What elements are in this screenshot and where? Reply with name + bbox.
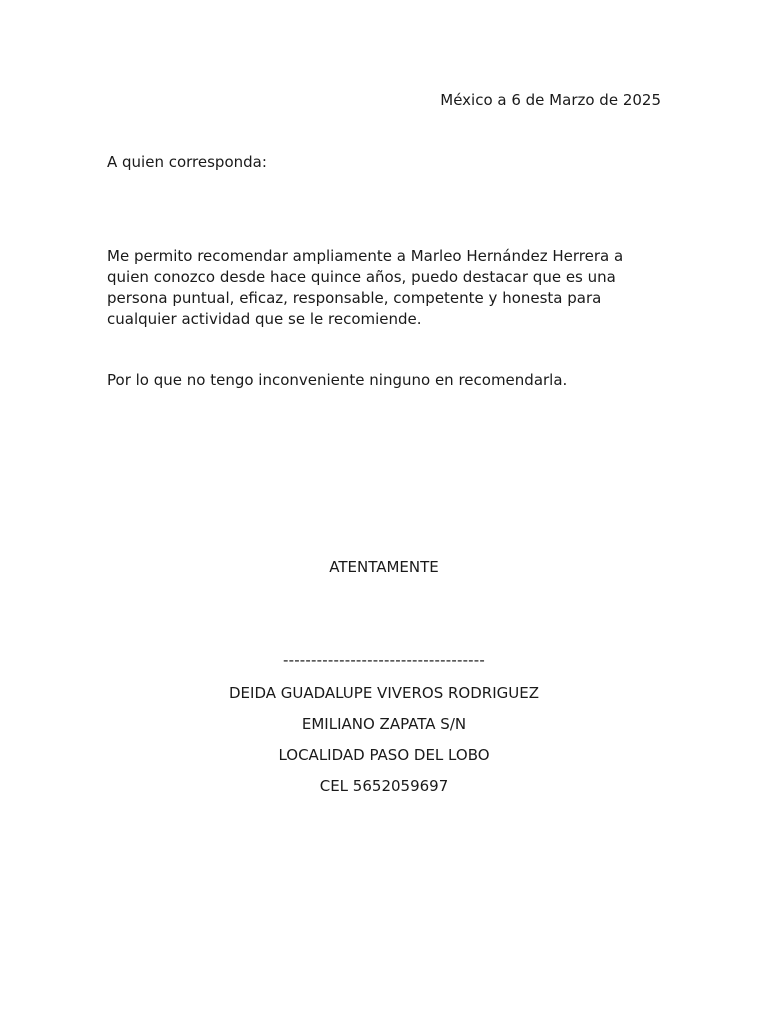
no-objection-paragraph: Por lo que no tengo inconveniente ninguno en recomendarla.	[107, 371, 568, 389]
signature-line: ------------------------------------	[282, 651, 486, 669]
signer-phone: CEL 5652059697	[319, 777, 449, 795]
signer-street: EMILIANO ZAPATA S/N	[301, 715, 467, 733]
signer-locality: LOCALIDAD PASO DEL LOBO	[278, 746, 490, 764]
recommendation-paragraph: Me permito recomendar ampliamente a Marleo Hernández Herrera a quien conozco desde hace quince años, puedo destacar que es una persona puntual, eficaz, responsable, competente y honesta para cualquier actividad que se le recomiende.	[107, 247, 624, 328]
closing: ATENTAMENTE	[329, 558, 439, 576]
greeting: A quien corresponda:	[107, 153, 267, 171]
signer-name: DEIDA GUADALUPE VIVEROS RODRIGUEZ	[229, 684, 539, 702]
signature-block	[0, 650, 768, 807]
date-line: México a 6 de Marzo de 2025	[440, 91, 661, 109]
